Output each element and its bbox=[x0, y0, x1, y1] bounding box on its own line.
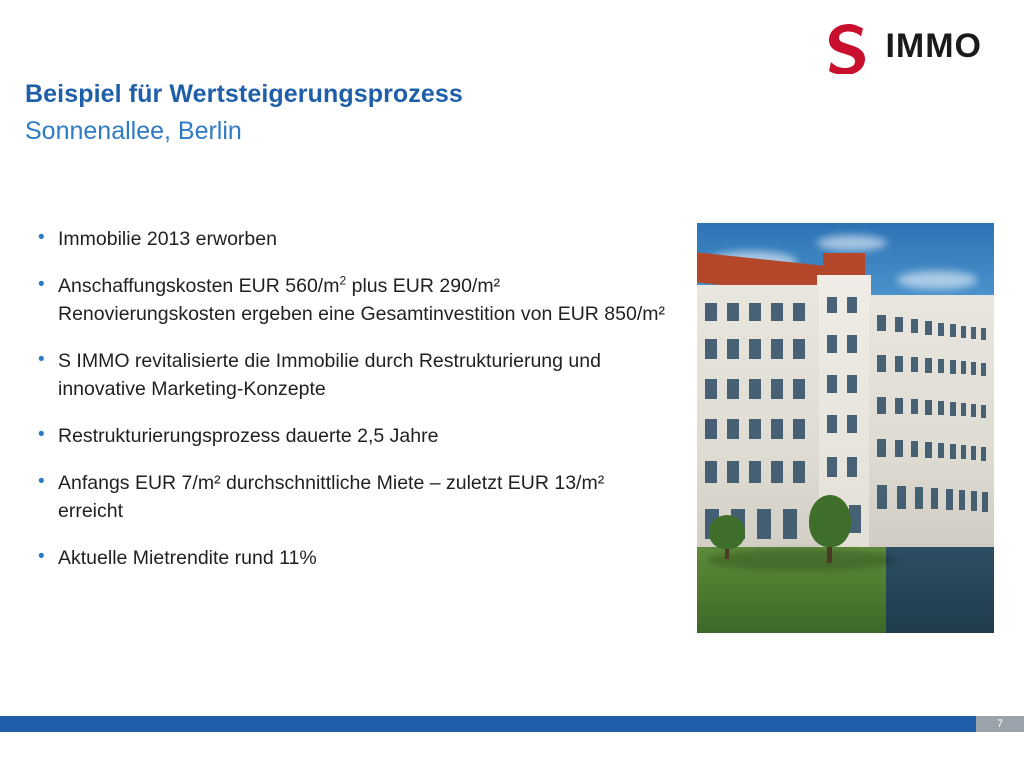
photo-window bbox=[971, 404, 976, 417]
building-photo bbox=[697, 223, 994, 633]
photo-window bbox=[727, 303, 739, 321]
photo-window bbox=[950, 324, 956, 337]
photo-window bbox=[961, 403, 966, 416]
photo-window bbox=[981, 363, 986, 376]
photo-window bbox=[877, 315, 886, 331]
list-item bbox=[30, 225, 670, 253]
photo-window bbox=[895, 440, 903, 457]
s-immo-logo-mark bbox=[823, 22, 875, 74]
photo-window bbox=[771, 339, 783, 359]
photo-window bbox=[705, 419, 717, 439]
photo-window bbox=[749, 339, 761, 359]
photo-window bbox=[925, 321, 932, 335]
bullet-marker-icon: • bbox=[38, 349, 45, 370]
photo-window bbox=[982, 492, 988, 512]
bullet-marker-icon: • bbox=[38, 546, 45, 567]
photo-window bbox=[827, 415, 837, 433]
logo bbox=[823, 22, 982, 74]
photo-window bbox=[793, 339, 805, 359]
photo-roof bbox=[823, 253, 865, 275]
photo-window bbox=[911, 357, 918, 372]
bullet-text: Aktuelle Mietrendite rund 11% bbox=[58, 547, 317, 569]
bullet-text: Anfangs EUR 7/m² durchschnittliche Miete – zuletzt EUR 13/m² erreicht bbox=[58, 472, 605, 522]
photo-cloud bbox=[897, 271, 977, 289]
list-item bbox=[30, 422, 670, 450]
photo-window bbox=[705, 303, 717, 321]
photo-window bbox=[959, 490, 965, 510]
photo-window bbox=[793, 461, 805, 483]
photo-window bbox=[946, 489, 953, 510]
photo-window bbox=[793, 419, 805, 439]
photo-window bbox=[971, 362, 976, 375]
bullet-text: S IMMO revitalisierte die Immobilie durch Restrukturierung und innovative Marketing-Konzepte bbox=[58, 350, 601, 400]
page-title: Beispiel für Wertsteigerungsprozess bbox=[25, 80, 463, 108]
photo-window bbox=[705, 461, 717, 483]
photo-window bbox=[847, 297, 857, 313]
photo-window bbox=[961, 445, 966, 459]
photo-window bbox=[971, 446, 976, 460]
bullet-text: Immobilie 2013 erworben bbox=[58, 228, 277, 250]
photo-window bbox=[895, 356, 903, 372]
photo-window bbox=[925, 442, 932, 458]
photo-window bbox=[895, 317, 903, 332]
bullet-text: Restrukturierungsprozess dauerte 2,5 Jahre bbox=[58, 425, 439, 447]
photo-window bbox=[877, 485, 887, 509]
photo-window bbox=[938, 401, 944, 415]
photo-window bbox=[950, 360, 956, 374]
page-subtitle: Sonnenallee, Berlin bbox=[25, 117, 242, 145]
photo-window bbox=[705, 379, 717, 399]
photo-window bbox=[847, 457, 857, 477]
bullet-text: Anschaffungskosten EUR $560/m^2$ plus EUR 290/m² Renovierungskosten ergeben eine Gesamtinvestition von EUR 850/m² bbox=[58, 273, 665, 325]
photo-window bbox=[847, 335, 857, 353]
photo-window bbox=[950, 402, 956, 416]
photo-window bbox=[727, 461, 739, 483]
photo-window bbox=[950, 444, 956, 459]
photo-shadow bbox=[707, 549, 897, 571]
photo-window bbox=[911, 319, 918, 333]
photo-window bbox=[938, 323, 944, 336]
photo-window bbox=[877, 355, 886, 372]
photo-window bbox=[793, 303, 805, 321]
photo-window bbox=[771, 419, 783, 439]
bullet-marker-icon: • bbox=[38, 471, 45, 492]
photo-window bbox=[961, 361, 966, 374]
photo-window bbox=[827, 457, 837, 477]
list-item bbox=[30, 347, 670, 403]
photo-window bbox=[771, 303, 783, 321]
photo-window bbox=[895, 398, 903, 414]
photo-window bbox=[981, 447, 986, 461]
photo-window bbox=[925, 358, 932, 373]
photo-window bbox=[897, 486, 906, 509]
photo-window bbox=[961, 326, 966, 338]
photo-window bbox=[749, 379, 761, 399]
logo-text: IMMO bbox=[885, 27, 982, 65]
bullet-marker-icon: • bbox=[38, 227, 45, 248]
photo-window bbox=[771, 379, 783, 399]
footer-bar bbox=[0, 716, 1024, 732]
photo-window bbox=[971, 491, 977, 511]
photo-window bbox=[749, 419, 761, 439]
photo-cloud bbox=[817, 235, 887, 251]
photo-window bbox=[757, 509, 771, 539]
list-item bbox=[30, 469, 670, 525]
photo-window bbox=[915, 487, 923, 509]
list-item bbox=[30, 544, 670, 572]
photo-window bbox=[783, 509, 797, 539]
photo-window bbox=[877, 397, 886, 414]
list-item bbox=[30, 272, 670, 328]
photo-window bbox=[981, 328, 986, 340]
photo-window bbox=[827, 335, 837, 353]
photo-tree bbox=[709, 515, 745, 549]
photo-window bbox=[727, 419, 739, 439]
photo-window bbox=[749, 461, 761, 483]
photo-window bbox=[925, 400, 932, 415]
footer-accent bbox=[0, 716, 8, 732]
photo-window bbox=[827, 297, 837, 313]
photo-window bbox=[727, 379, 739, 399]
photo-window bbox=[749, 303, 761, 321]
photo-window bbox=[877, 439, 886, 457]
photo-window bbox=[727, 339, 739, 359]
photo-window bbox=[827, 375, 837, 393]
photo-window bbox=[911, 399, 918, 414]
photo-window bbox=[793, 379, 805, 399]
photo-window bbox=[938, 443, 944, 458]
photo-window bbox=[981, 405, 986, 418]
photo-window bbox=[847, 415, 857, 433]
photo-window bbox=[705, 339, 717, 359]
photo-window bbox=[971, 327, 976, 339]
photo-window bbox=[938, 359, 944, 373]
bullet-marker-icon: • bbox=[38, 274, 45, 295]
bullet-list bbox=[30, 225, 670, 591]
photo-window bbox=[911, 441, 918, 457]
photo-window bbox=[771, 461, 783, 483]
photo-tree bbox=[809, 495, 851, 547]
photo-water bbox=[886, 547, 994, 633]
page-number: 7 bbox=[976, 716, 1024, 732]
photo-window bbox=[931, 488, 938, 509]
photo-window bbox=[847, 375, 857, 393]
bullet-marker-icon: • bbox=[38, 424, 45, 445]
